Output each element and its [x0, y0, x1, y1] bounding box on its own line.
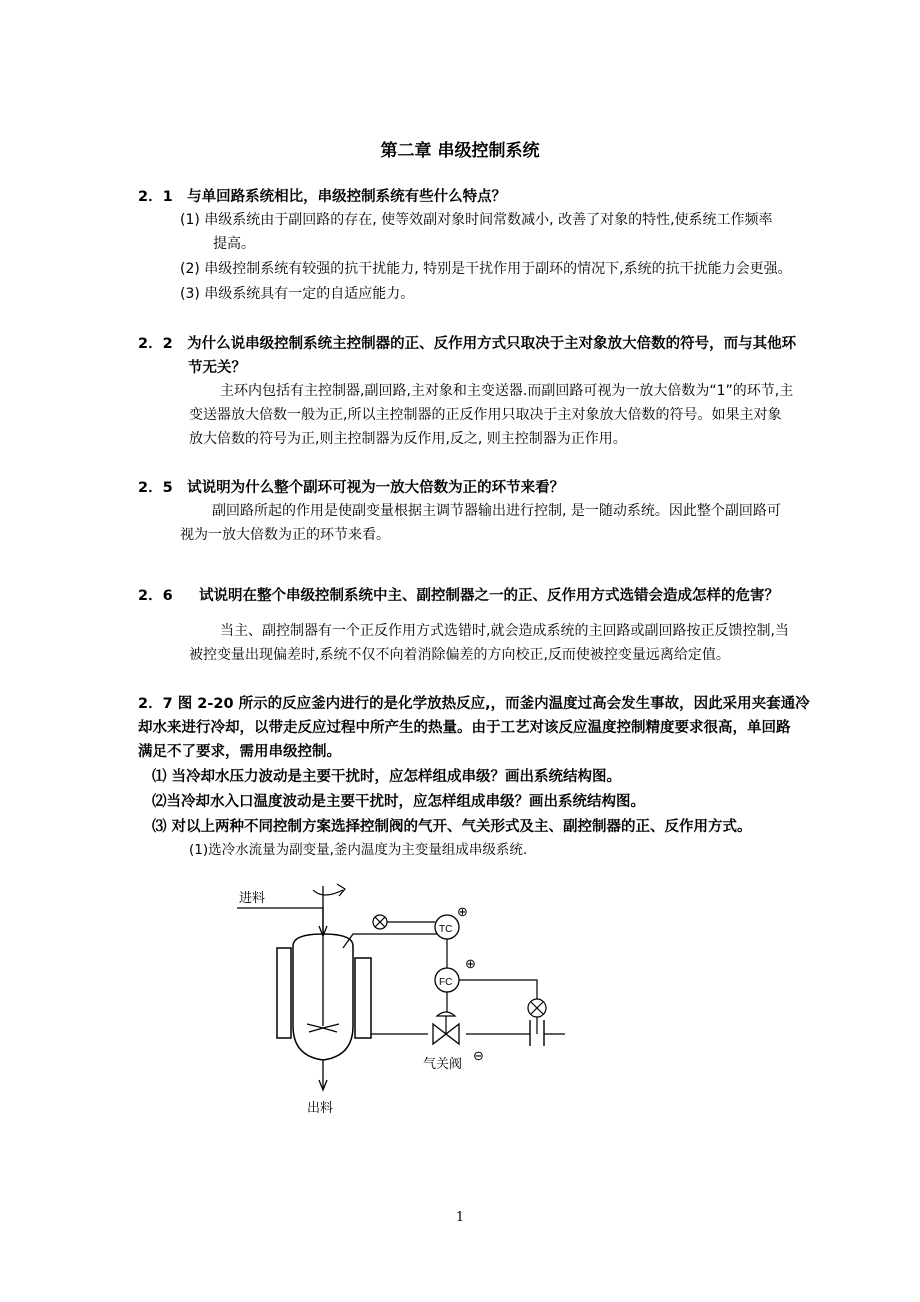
out-label: 出料 — [307, 1100, 334, 1115]
question-2-2: 2．2 为什么说串级控制系统主控制器的正、反作用方式只取决于主对象放大倍数的符号，而与其他环 — [138, 336, 797, 352]
question-2-2-cont: 节无关？ — [188, 360, 246, 376]
valve-minus-sign: ⊖ — [473, 1048, 484, 1063]
temp-signal-line — [343, 934, 439, 948]
fc-plus-sign: ⊕ — [465, 956, 476, 971]
answer-2-5-line-1: 副回路所起的作用是使副变量根据主调节器输出进行控制, 是一随动系统。因此整个副回路可 — [212, 503, 781, 519]
answer-2-2-line-2: 变送器放大倍数一般为正,所以主控制器的正反作用只取决于主对象放大倍数的符号。如果主对象 — [189, 407, 782, 423]
question-2-6: 试说明在整个串级控制系统中主、副控制器之一的正、反作用方式选错会造成怎样的危害？ — [199, 588, 779, 604]
answer-2-1-item-1-cont: 提高。 — [213, 236, 255, 252]
tc-label: TC — [439, 924, 453, 935]
answer-2-5-line-2: 视为一放大倍数为正的环节来看。 — [180, 527, 390, 543]
question-2-7-line-3: 满足不了要求，需用串级控制。 — [138, 744, 341, 760]
answer-2-7-line-1: (1)选冷水流量为副变量,釜内温度为主变量组成串级系统. — [189, 842, 528, 858]
answer-2-6-line-2: 被控变量出现偏差时,系统不仅不向着消除偏差的方向校正,反而使被控变量远离给定值。 — [189, 647, 730, 663]
cascade-reactor-diagram — [225, 876, 570, 1128]
question-2-7-sub-2: ⑵当冷却水入口温度波动是主要干扰时，应怎样组成串级？画出系统结构图。 — [152, 794, 645, 810]
question-2-7-sub-3: ⑶ 对以上两种不同控制方案选择控制阀的气开、气关形式及主、副控制器的正、反作用方式。 — [152, 819, 752, 835]
question-2-1: 2．1 与单回路系统相比，串级控制系统有些什么特点？ — [138, 189, 507, 205]
answer-2-1-item-3: (3) 串级系统具有一定的自适应能力。 — [180, 286, 415, 302]
rotation-arrow-icon — [313, 890, 343, 895]
tc-plus-sign: ⊕ — [457, 904, 468, 919]
fc-label: FC — [439, 977, 453, 988]
jacket-left — [277, 948, 291, 1038]
feed-line — [237, 908, 323, 934]
page-title: 第二章 串级控制系统 — [380, 141, 540, 161]
answer-2-2-line-1: 主环内包括有主控制器,副回路,主对象和主变送器.而副回路可视为一放大倍数为“1”的环节,主 — [220, 383, 794, 399]
page-number: 1 — [455, 1210, 465, 1225]
question-2-7-line-1: 2．7 图 2-20 所示的反应釜内进行的是化学放热反应,，而釜内温度过高会发生事故，因此采用夹套通冷 — [138, 696, 810, 712]
answer-2-2-line-3: 放大倍数的符号为正,则主控制器为反作用,反之, 则主控制器为正作用。 — [189, 431, 627, 447]
question-2-6-number: 2．6 — [138, 588, 173, 604]
question-2-7-line-2: 却水来进行冷却，以带走反应过程中所产生的热量。由于工艺对该反应温度控制精度要求很高，单回路 — [138, 720, 791, 736]
question-2-5: 2．5 试说明为什么整个副环可视为一放大倍数为正的环节来看？ — [138, 480, 565, 496]
question-2-7-sub-1: ⑴ 当冷却水压力波动是主要干扰时，应怎样组成串级？画出系统结构图。 — [152, 769, 622, 785]
flow-signal-line — [459, 980, 537, 1000]
answer-2-1-item-2: (2) 串级控制系统有较强的抗干扰能力, 特别是干扰作用于副环的情况下,系统的抗干扰能力会更强。 — [180, 261, 792, 277]
answer-2-6-line-1: 当主、副控制器有一个正反作用方式选错时,就会造成系统的主回路或副回路按正反馈控制,当 — [220, 623, 789, 639]
jacket-right — [355, 958, 371, 1038]
valve-label: 气关阀 — [423, 1056, 463, 1071]
answer-2-1-item-1: (1) 串级系统由于副回路的存在, 使等效副对象时间常数减小, 改善了对象的特性,使系统工作频率 — [180, 212, 773, 228]
feed-label: 进料 — [239, 890, 266, 905]
